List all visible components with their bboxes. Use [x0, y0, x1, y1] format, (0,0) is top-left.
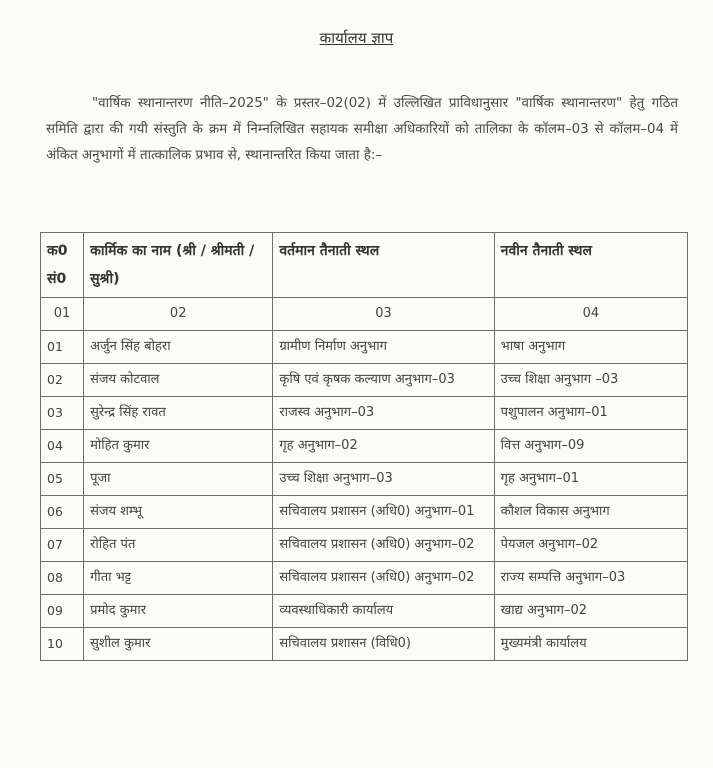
transfer-table: [40, 232, 688, 661]
row-name: अर्जुन सिंह बोहरा: [84, 331, 273, 364]
colnum-2: 02: [84, 298, 273, 331]
table-row: [41, 595, 688, 628]
row-name: पूजा: [84, 463, 273, 496]
table-row: [41, 496, 688, 529]
row-sno: 01: [41, 331, 84, 364]
row-current: सचिवालय प्रशासन (अधि0) अनुभाग–02: [273, 529, 494, 562]
row-current: सचिवालय प्रशासन (विधि0): [273, 628, 494, 661]
header-new: नवीन तैनाती स्थल: [494, 233, 687, 298]
row-name: संजय कोटवाल: [84, 364, 273, 397]
row-name: सुशील कुमार: [84, 628, 273, 661]
row-new: वित्त अनुभाग–09: [494, 430, 687, 463]
row-current: गृह अनुभाग–02: [273, 430, 494, 463]
row-name: संजय शम्भू: [84, 496, 273, 529]
table-row: [41, 430, 688, 463]
header-current: वर्तमान तैनाती स्थल: [273, 233, 494, 298]
row-sno: 06: [41, 496, 84, 529]
row-sno: 07: [41, 529, 84, 562]
intro-text: "वार्षिक स्थानान्तरण नीति–2025" के प्रस्तर–02(02) में उल्लिखित प्राविधानुसार "वार्षिक स्थानान्तरण" हेतु गठित समिति द्वारा की गयी संस्तुति के क्रम में निम्नलिखित सहायक समीक्षा अधिकारियों को तालिका के कॉलम–03 से कॉलम–04 में अंकित अनुभागों में तात्कालिक प्रभाव से, स्थानान्तरित किया जाता है:–: [46, 96, 678, 163]
row-new: मुख्यमंत्री कार्यालय: [494, 628, 687, 661]
colnum-4: 04: [494, 298, 687, 331]
row-sno: 08: [41, 562, 84, 595]
row-sno: 09: [41, 595, 84, 628]
colnum-3: 03: [273, 298, 494, 331]
row-current: ग्रामीण निर्माण अनुभाग: [273, 331, 494, 364]
row-current: सचिवालय प्रशासन (अधि0) अनुभाग–02: [273, 562, 494, 595]
row-new: उच्च शिक्षा अनुभाग –03: [494, 364, 687, 397]
row-sno: 10: [41, 628, 84, 661]
row-new: पेयजल अनुभाग–02: [494, 529, 687, 562]
row-current: कृषि एवं कृषक कल्याण अनुभाग–03: [273, 364, 494, 397]
row-new: भाषा अनुभाग: [494, 331, 687, 364]
row-current: सचिवालय प्रशासन (अधि0) अनुभाग–01: [273, 496, 494, 529]
table-row: [41, 463, 688, 496]
table-header-row: [41, 233, 688, 298]
row-name: सुरेन्द्र सिंह रावत: [84, 397, 273, 430]
row-new: राज्य सम्पत्ति अनुभाग–03: [494, 562, 687, 595]
row-sno: 02: [41, 364, 84, 397]
table-row: [41, 331, 688, 364]
colnum-1: 01: [41, 298, 84, 331]
row-current: राजस्व अनुभाग–03: [273, 397, 494, 430]
table-row: [41, 562, 688, 595]
document-title: कार्यालय ज्ञाप: [319, 29, 394, 47]
column-number-row: [41, 298, 688, 331]
row-name: मोहित कुमार: [84, 430, 273, 463]
row-new: पशुपालन अनुभाग–01: [494, 397, 687, 430]
header-sno: क0 सं0: [41, 233, 84, 298]
table-row: [41, 628, 688, 661]
row-new: गृह अनुभाग–01: [494, 463, 687, 496]
row-new: कौशल विकास अनुभाग: [494, 496, 687, 529]
row-sno: 04: [41, 430, 84, 463]
table-row: [41, 364, 688, 397]
table-row: [41, 529, 688, 562]
row-current: व्यवस्थाधिकारी कार्यालय: [273, 595, 494, 628]
row-sno: 03: [41, 397, 84, 430]
row-name: प्रमोद कुमार: [84, 595, 273, 628]
row-name: गीता भट्ट: [84, 562, 273, 595]
table-row: [41, 397, 688, 430]
row-current: उच्च शिक्षा अनुभाग–03: [273, 463, 494, 496]
row-name: रोहित पंत: [84, 529, 273, 562]
intro-paragraph: [46, 91, 678, 169]
row-sno: 05: [41, 463, 84, 496]
row-new: खाद्य अनुभाग–02: [494, 595, 687, 628]
header-name: कार्मिक का नाम (श्री / श्रीमती / सुश्री): [84, 233, 273, 298]
